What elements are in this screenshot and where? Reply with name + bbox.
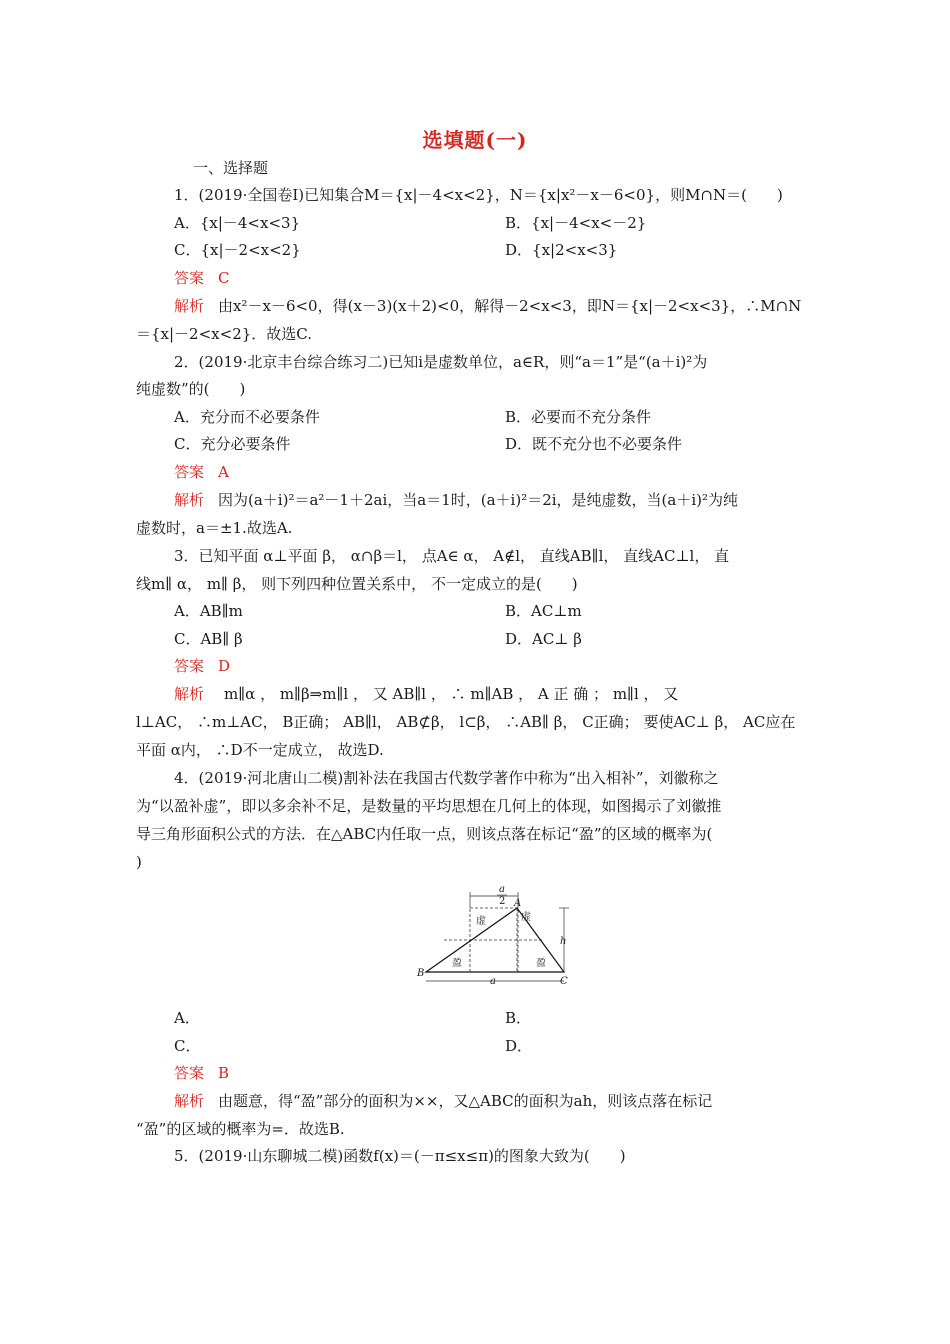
q2-answer-value: A (218, 463, 229, 481)
q1-option-b: B．{x|－4<x<－2} (505, 214, 647, 232)
q4-option-d: D． (505, 1037, 533, 1055)
q4-analysis-line: 由题意，得“盈”部分的面积为××，又△ABC的面积为ah，则该点落在标记 (218, 1092, 713, 1110)
label-vertex-c: C (560, 976, 568, 987)
analysis-label: 解析 (174, 491, 205, 509)
q1-option-a: A．{x|－4<x<3} (174, 214, 301, 232)
q4-option-b: B． (505, 1009, 532, 1027)
label-a-half-den: 2 (499, 896, 506, 907)
label-vertex-a: A (514, 898, 522, 909)
label-ying-left: 盈 (452, 958, 462, 969)
q3-analysis-line: 平面 α内， ∴D不一定成立， 故选D. (136, 741, 384, 759)
answer-label: 答案 (174, 269, 205, 287)
label-a: a (490, 976, 496, 987)
q5-stem-line: 5．(2019·山东聊城二模)函数f(x)＝(－π≤x≤π)的图象大致为( ) (174, 1147, 626, 1165)
label-xu-left: 虚 (476, 916, 486, 927)
q3-analysis-line: m∥α ， m∥β⇒m∥l ， 又 AB∥l ， ∴ m∥AB ， A 正 确 ； m∥l ， 又 (224, 685, 679, 703)
label-a-half-num: a (499, 884, 505, 895)
label-xu-right: 虚 (521, 912, 531, 923)
q3-answer-value: D (218, 657, 231, 675)
section-heading: 一、选择题 (193, 159, 269, 177)
q4-answer (174, 1063, 229, 1083)
q4-option-c: C． (174, 1037, 201, 1055)
q3-stem-line: 线m∥ α， m∥ β， 则下列四种位置关系中， 不一定成立的是( ) (136, 575, 578, 593)
q3-stem-line: 3．已知平面 α⊥平面 β， α∩β＝l， 点A∈ α， A∉l， 直线AB∥l， 直线AC⊥l， 直 (174, 547, 730, 565)
page-title: 选填题(一) (422, 128, 528, 152)
q3-option-b: B．AC⊥m (505, 602, 582, 620)
q3-option-c: C．AB∥ β (174, 630, 243, 648)
analysis-label: 解析 (174, 297, 205, 315)
q2-answer (174, 462, 229, 482)
q4-option-a: A． (174, 1009, 200, 1027)
q2-option-c: C．充分必要条件 (174, 435, 291, 453)
q4-analysis-line: “盈”的区域的概率为=．故选B. (136, 1120, 345, 1138)
q1-answer-value: C (218, 269, 230, 287)
q4-answer-value: B (218, 1064, 230, 1082)
q2-option-b: B．必要而不充分条件 (505, 408, 652, 426)
q4-stem-line: 导三角形面积公式的方法．在△ABC内任取一点，则该点落在标记“盈”的区域的概率为( (136, 825, 713, 843)
label-vertex-b: B (417, 968, 425, 979)
q1-option-d: D．{x|2<x<3} (505, 241, 618, 259)
q4-stem-line: ) (136, 853, 142, 871)
triangle-diagram (414, 884, 574, 992)
answer-label: 答案 (174, 463, 205, 481)
answer-label: 答案 (174, 657, 205, 675)
q4-analysis (174, 1091, 712, 1111)
q2-option-a: A．充分而不必要条件 (174, 408, 320, 426)
q2-stem-line: 纯虚数”的( ) (136, 380, 246, 398)
q2-option-d: D．既不充分也不必要条件 (505, 435, 683, 453)
q2-analysis (174, 490, 738, 510)
q3-option-d: D．AC⊥ β (505, 630, 582, 648)
analysis-label: 解析 (174, 685, 205, 703)
q4-stem-line: 为“以盈补虚”，即以多余补不足，是数量的平均思想在几何上的体现，如图揭示了刘徽推 (136, 797, 722, 815)
q1-stem-line: 1．(2019·全国卷Ⅰ)已知集合M＝{x|－4<x<2}，N＝{x|x²－x－6<0}，则M∩N＝( ) (174, 186, 783, 204)
q1-analysis-line: 由x²－x－6<0，得(x－3)(x＋2)<0，解得－2<x<3，即N＝{x|－2<x<3}，∴M∩N (218, 297, 802, 315)
q4-stem-line: 4．(2019·河北唐山二模)割补法在我国古代数学著作中称为“出入相补”，刘徽称之 (174, 769, 719, 787)
q1-analysis (174, 296, 801, 316)
q3-answer (174, 656, 230, 676)
q2-analysis-line: 因为(a＋i)²＝a²－1＋2ai，当a＝1时，(a＋i)²＝2i，是纯虚数，当(a＋i)²为纯 (218, 491, 739, 509)
q1-option-c: C．{x|－2<x<2} (174, 241, 301, 259)
q3-option-a: A．AB∥m (174, 602, 243, 620)
triangle-area-figure (414, 884, 574, 992)
analysis-label: 解析 (174, 1092, 205, 1110)
answer-label: 答案 (174, 1064, 205, 1082)
label-h: h (560, 936, 567, 947)
q2-stem-line: 2．(2019·北京丰台综合练习二)已知i是虚数单位，a∈R，则“a＝1”是“(a＋i)²为 (174, 353, 708, 371)
q3-analysis-line: l⊥AC， ∴m⊥AC， B正确； AB∥l， AB⊄β， l⊂β， ∴AB∥ β， C正确； 要使AC⊥ β， AC应在 (136, 713, 796, 731)
q1-answer (174, 268, 230, 288)
q3-analysis (174, 684, 678, 704)
q1-analysis-line: ＝{x|－2<x<2}．故选C. (136, 325, 312, 343)
label-ying-right: 盈 (536, 958, 546, 969)
q2-analysis-line: 虚数时，a＝±1.故选A. (136, 519, 293, 537)
